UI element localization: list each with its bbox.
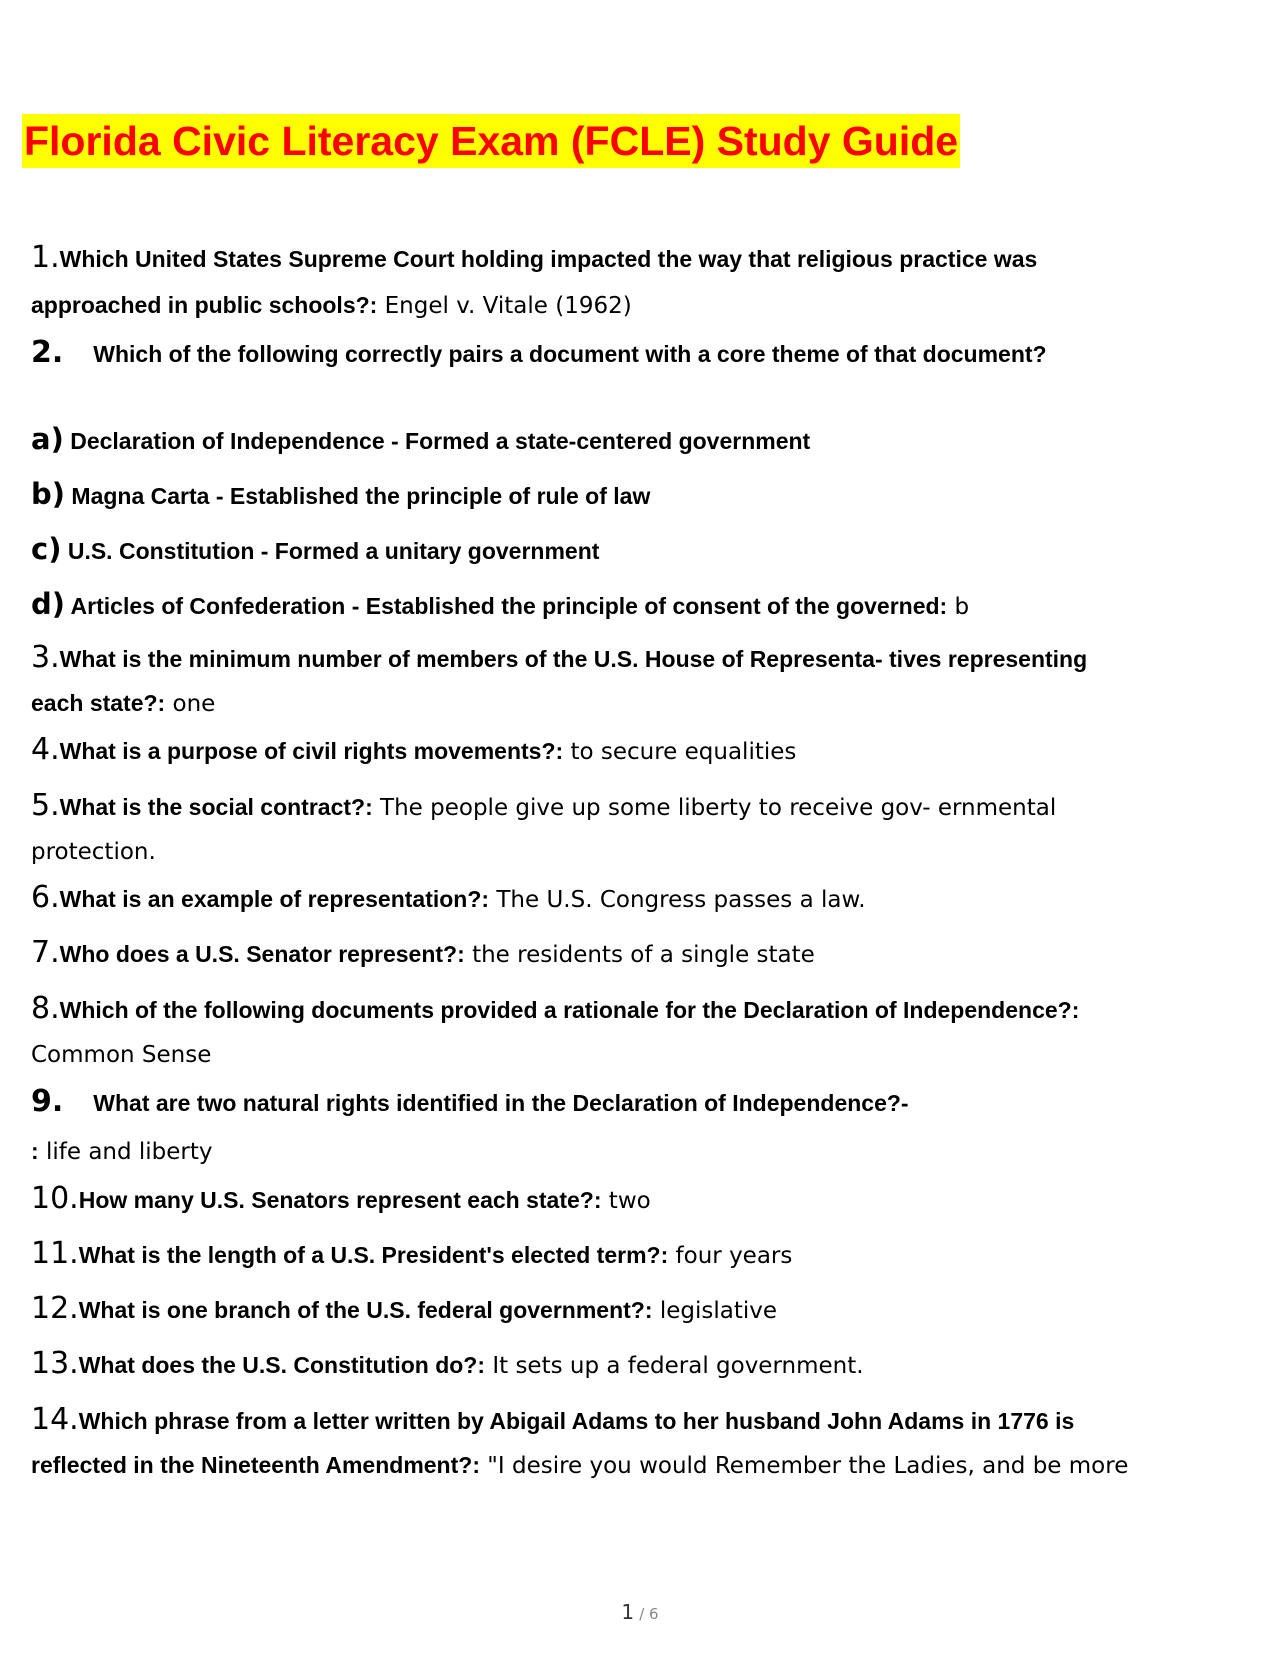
question-number: 9. (31, 1084, 64, 1119)
question-number: 6. (31, 880, 60, 915)
question-9-line-1 (31, 1084, 909, 1119)
answer-text: life and liberty (38, 1139, 213, 1165)
option-letter: c) (31, 532, 62, 566)
question-number: 14. (31, 1402, 79, 1437)
question-3-line-2 (31, 690, 215, 717)
question-1-line-2 (31, 292, 632, 319)
question-6 (31, 880, 866, 915)
question-7 (31, 935, 815, 970)
option-b (31, 477, 650, 511)
question-12 (31, 1291, 777, 1326)
question-text: What is the length of a U.S. President's elected term?: (78, 1242, 669, 1268)
question-text: Which phrase from a letter written by Abigail Adams to her husband John Adams in 1776 is (78, 1408, 1075, 1434)
question-number: 3. (31, 640, 60, 675)
question-5-line-2 (31, 838, 156, 865)
question-text: What is an example of representation?: (59, 886, 490, 912)
question-text: reflected in the Nineteenth Amendment?: (31, 1452, 480, 1478)
question-number: 11. (31, 1236, 79, 1271)
current-page-number: 1 (621, 1600, 635, 1624)
question-9-line-2 (31, 1138, 213, 1165)
option-d (31, 587, 969, 621)
question-number: 1. (31, 240, 60, 275)
question-14-line-2 (31, 1452, 1128, 1479)
question-text: How many U.S. Senators represent each state?: (78, 1187, 602, 1213)
option-text: Declaration of Independence - Formed a state-centered government (63, 428, 811, 454)
question-text: each state?: (31, 690, 166, 716)
question-13 (31, 1346, 864, 1381)
answer-text: two (601, 1188, 651, 1214)
option-letter: a) (31, 422, 64, 456)
question-8-line-2 (31, 1041, 211, 1068)
answer-text: one (165, 691, 216, 717)
answer-text: protection. (31, 839, 156, 865)
question-text: Which of the following correctly pairs a document with a core theme of that document? (93, 341, 1047, 367)
question-number: 12. (31, 1291, 79, 1326)
question-text: What is one branch of the U.S. federal government?: (78, 1297, 653, 1323)
answer-text: The U.S. Congress passes a law. (489, 887, 866, 913)
question-number: 8. (31, 991, 60, 1026)
question-2 (31, 335, 1047, 370)
question-10 (31, 1181, 651, 1216)
answer-text: Engel v. Vitale (1962) (377, 293, 632, 319)
document-title: Florida Civic Literacy Exam (FCLE) Study Guide (22, 114, 960, 168)
answer-text: legislative (652, 1298, 777, 1324)
question-1-line-1 (31, 240, 1037, 275)
answer-text: b (947, 594, 970, 620)
question-4 (31, 732, 796, 767)
answer-text: the residents of a single state (464, 942, 815, 968)
question-14-line-1 (31, 1402, 1074, 1437)
answer-text: Common Sense (31, 1042, 212, 1068)
question-number: 10. (31, 1181, 79, 1216)
question-8-line-1 (31, 991, 1079, 1026)
question-text: Which of the following documents provided a rationale for the Declaration of Independence?: (59, 997, 1080, 1023)
question-number: 4. (31, 732, 60, 767)
question-text: What does the U.S. Constitution do?: (78, 1352, 486, 1378)
question-number: 7. (31, 935, 60, 970)
question-text: What is the minimum number of members of the U.S. House of Representa- tives representing (59, 646, 1088, 672)
option-c (31, 532, 599, 566)
question-text: : (31, 1138, 39, 1164)
question-number: 5. (31, 788, 60, 823)
option-letter: d) (31, 587, 66, 621)
question-number: 13. (31, 1346, 79, 1381)
question-text: approached in public schools?: (31, 292, 378, 318)
answer-text: "I desire you would Remember the Ladies, and be more (479, 1453, 1129, 1479)
option-text: U.S. Constitution - Formed a unitary government (61, 538, 600, 564)
answer-text: to secure equalities (563, 739, 797, 765)
answer-text: It sets up a federal government. (485, 1353, 864, 1379)
question-5-line-1 (31, 788, 1056, 823)
question-text: Which United States Supreme Court holding impacted the way that religious practice was (59, 246, 1038, 272)
total-pages: / 6 (639, 1605, 659, 1623)
question-3-line-1 (31, 640, 1087, 675)
page-indicator (0, 1600, 1280, 1624)
option-letter: b) (31, 477, 66, 511)
question-text: What are two natural rights identified in the Declaration of Independence?- (93, 1090, 909, 1116)
question-number: 2. (31, 335, 64, 370)
question-11 (31, 1236, 792, 1271)
question-text: Who does a U.S. Senator represent?: (59, 941, 465, 967)
option-text: Articles of Confederation - Established the principle of consent of the governed: (65, 593, 948, 619)
option-a (31, 422, 810, 456)
answer-text: The people give up some liberty to receive gov- ernmental (372, 795, 1057, 821)
answer-text: four years (668, 1243, 793, 1269)
question-text: What is the social contract?: (59, 794, 373, 820)
question-text: What is a purpose of civil rights movements?: (59, 738, 564, 764)
option-text: Magna Carta - Established the principle of rule of law (65, 483, 651, 509)
